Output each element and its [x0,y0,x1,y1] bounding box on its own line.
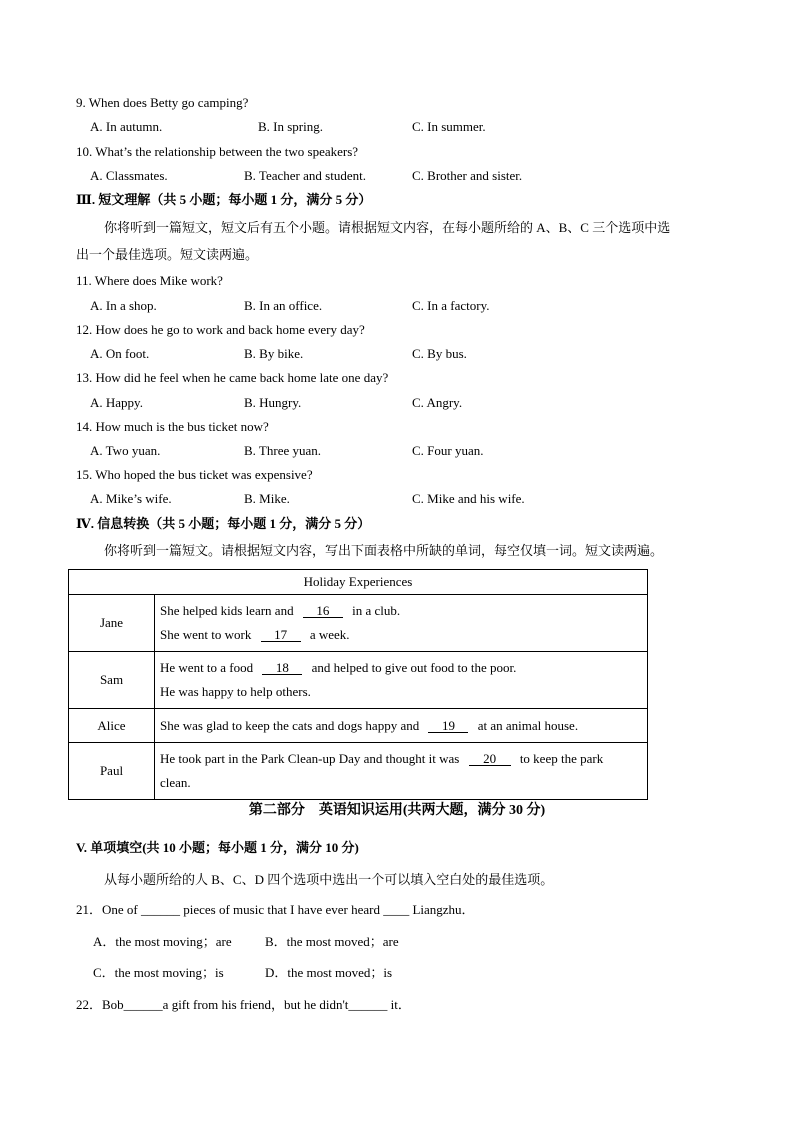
row-name: Paul [69,743,155,800]
option-c: C. By bus. [412,346,467,361]
answer-blank: 19 [428,719,468,733]
part-2-heading: 第二部分 英语知识运用(共两大题，满分 30 分) [248,803,546,818]
option-d: D．the most moved；is [265,965,393,980]
option-a: A. In autumn. [90,119,163,134]
option-b: B. In an office. [244,298,323,313]
option-c: C. Four yuan. [412,443,484,458]
question-text: How does he go to work and back home every day? [95,322,365,337]
option-b: B. Three yuan. [244,443,322,458]
option-b: B. By bike. [244,346,304,361]
section-3-instructions: 你将听到一篇短文，短文后有五个小题。请根据短文内容，在每小题所给的 A、B、C 三个选项中选 [104,220,671,235]
question-11 [76,273,223,289]
option-c: C. Angry. [412,395,463,410]
answer-blank: 20 [469,752,511,766]
holiday-experiences-table [68,569,648,800]
option-c: C. In a factory. [412,298,490,313]
option-c: C．the most moving；is [93,965,224,980]
question-21-stem: 21．One of ______ pieces of music that I have ever heard ____ Liangzhu． [76,902,475,917]
section-5-heading: V. 单项填空(共 10 小题；每小题 1 分，满分 10 分) [76,840,359,855]
option-b: B. In spring. [258,119,323,134]
option-c: C. Brother and sister. [412,168,523,183]
table-row [69,652,648,709]
table-title-row [69,570,648,595]
option-a: A. Classmates. [90,168,168,183]
question-13 [76,370,388,386]
table-row [69,743,648,800]
option-a: A．the most moving；are [93,934,232,949]
question-number: 12. [76,322,93,337]
option-b: B．the most moved；are [265,934,399,949]
option-a: A. On foot. [90,346,150,361]
question-number: 13. [76,370,93,385]
answer-blank: 16 [303,604,343,618]
row-name: Jane [69,595,155,652]
question-text: Where does Mike work? [94,273,223,288]
section-4-instructions: 你将听到一篇短文。请根据短文内容，写出下面表格中所缺的单词，每空仅填一词。短文读两遍。 [104,543,664,558]
row-content: He took part in the Park Clean-up Day and thought it was 20 to keep the park clean. [155,743,648,800]
question-12 [76,322,365,338]
question-15 [76,467,313,483]
option-a: A. Happy. [90,395,143,410]
question-10 [76,144,358,160]
answer-blank: 18 [262,661,302,675]
option-c: C. In summer. [412,119,486,134]
question-text: Who hoped the bus ticket was expensive? [95,467,313,482]
table-title: Holiday Experiences [69,570,648,595]
question-22-stem: 22．Bob______a gift from his friend，but he didn't______ it． [76,997,411,1012]
row-name: Sam [69,652,155,709]
option-c: C. Mike and his wife. [412,491,525,506]
question-number: 11. [76,273,92,288]
section-4-heading: Ⅳ. 信息转换（共 5 小题；每小题 1 分，满分 5 分） [76,516,371,531]
answer-blank: 17 [261,628,301,642]
question-text: What’s the relationship between the two speakers? [95,144,359,159]
section-3-heading: Ⅲ. 短文理解（共 5 小题；每小题 1 分，满分 5 分） [76,192,372,207]
option-b: B. Teacher and student. [244,168,366,183]
row-name: Alice [69,709,155,743]
question-text: How did he feel when he came back home late one day? [95,370,389,385]
question-number: 14. [76,419,93,434]
question-number: 9. [76,95,86,110]
question-number: 10. [76,144,93,159]
question-text: How much is the bus ticket now? [95,419,269,434]
option-a: A. In a shop. [90,298,157,313]
row-content: He went to a food 18 and helped to give out food to the poor. He was happy to help others. [155,652,648,709]
option-a: A. Mike’s wife. [90,491,172,506]
question-14 [76,419,269,435]
row-content: She helped kids learn and 16 in a club. She went to work 17 a week. [155,595,648,652]
row-content: She was glad to keep the cats and dogs happy and 19 at an animal house. [155,709,648,743]
option-b: B. Hungry. [244,395,302,410]
option-a: A. Two yuan. [90,443,161,458]
question-9 [76,95,248,111]
table-row [69,595,648,652]
table-row [69,709,648,743]
question-text: When does Betty go camping? [88,95,249,110]
section-5-instructions: 从每小题所给的人 B、C、D 四个选项中选出一个可以填入空白处的最佳选项。 [104,872,554,887]
option-b: B. Mike. [244,491,290,506]
question-number: 15. [76,467,93,482]
section-3-instructions-cont: 出一个最佳选项。短文读两遍。 [76,247,259,262]
